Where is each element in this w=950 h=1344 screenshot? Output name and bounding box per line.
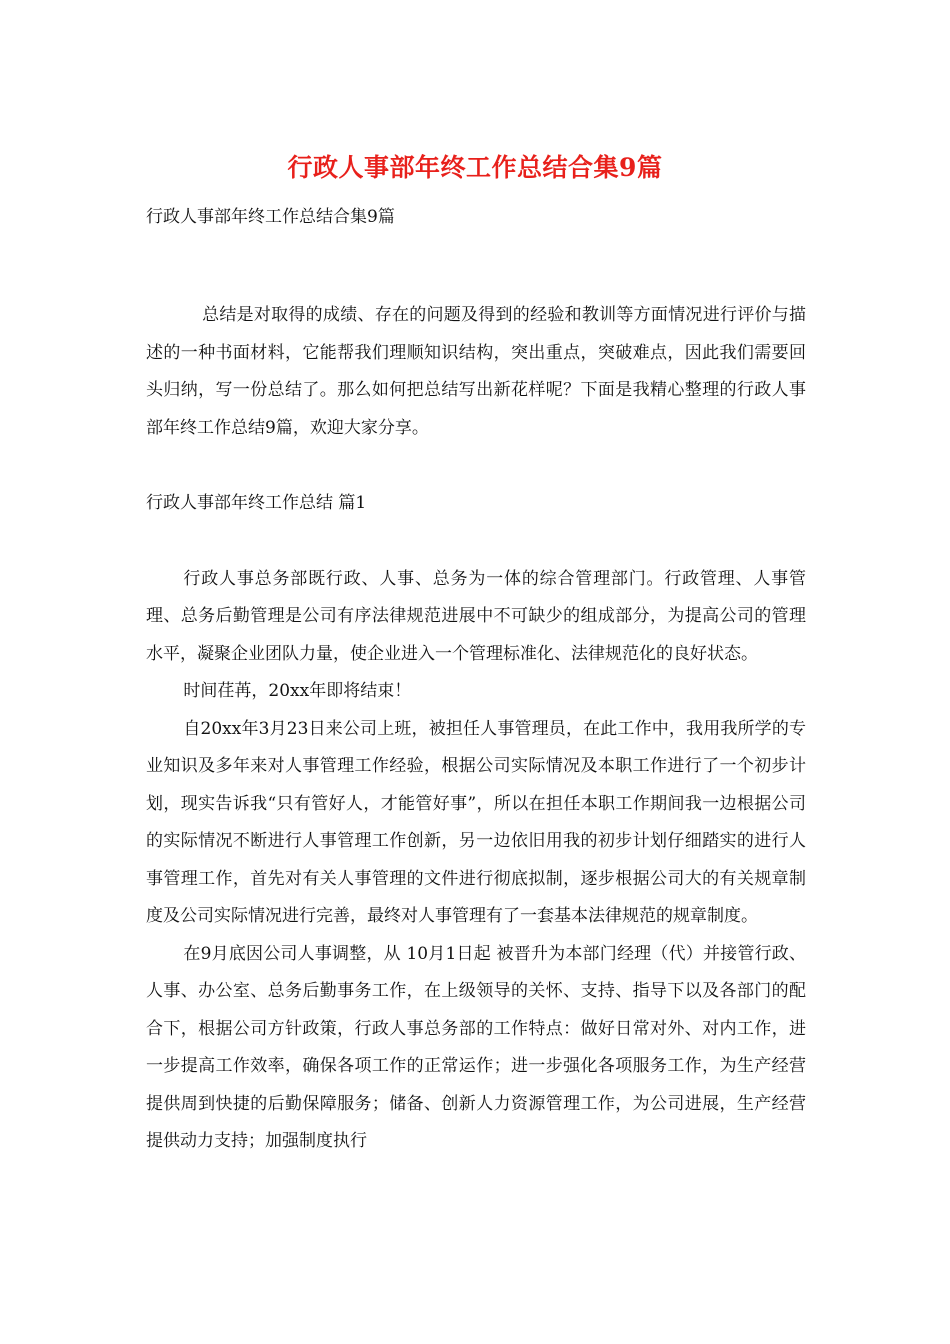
document-title: 行政人事部年终工作总结合集9篇: [287, 153, 663, 182]
body-paragraph: 行政人事总务部既行政、人事、总务为一体的综合管理部门。行政管理、人事管理、总务后勤管理是公司有序法律规范进展中不可缺少的组成部分，为提高公司的管理水平，凝聚企业团队力量，使企业进入一个管理标准化、法律规范化的良好状态。: [146, 568, 806, 664]
intro-paragraph: 总结是对取得的成绩、存在的问题及得到的经验和教训等方面情况进行评价与描述的一种书面材料，它能帮我们理顺知识结构，突出重点，突破难点，因此我们需要回头归纳，写一份总结了。那么如何把总结写出新花样呢？下面是我精心整理的行政人事部年终工作总结9篇，欢迎大家分享。: [146, 305, 806, 438]
document-subtitle: 行政人事部年终工作总结合集9篇: [146, 207, 395, 227]
body-paragraph: 时间荏苒，20xx年即将结束！: [183, 681, 412, 701]
body-paragraph: 自20xx年3月23日来公司上班，被担任人事管理员，在此工作中，我用我所学的专业知识及多年来对人事管理工作经验，根据公司实际情况及本职工作进行了一个初步计划，现实告诉我“只有管好人，才能管好事”，所以在担任本职工作期间我一边根据公司的实际情况不断进行人事管理工作创新，另一边依旧用我的初步计划仔细踏实的进行人事管理工作，首先对有关人事管理的文件进行彻底拟制，逐步根据公司大的有关规章制度及公司实际情况进行完善，最终对人事管理有了一套基本法律规范的规章制度。: [146, 718, 806, 926]
section-heading: 行政人事部年终工作总结 篇1: [146, 493, 367, 513]
document-body: [146, 297, 806, 1161]
body-paragraph: 在9月底因公司人事调整，从 10月1日起 被晋升为本部门经理（代）并接管行政、人事、办公室、总务后勤事务工作，在上级领导的关怀、支持、指导下以及各部门的配合下，根据公司方针政策，行政人事总务部的工作特点：做好日常对外、对内工作，进一步提高工作效率，确保各项工作的正常运作；进一步强化各项服务工作，为生产经营提供周到快捷的后勤保障服务；储备、创新人力资源管理工作，为公司进展，生产经营提供动力支持；加强制度执行: [146, 943, 806, 1151]
